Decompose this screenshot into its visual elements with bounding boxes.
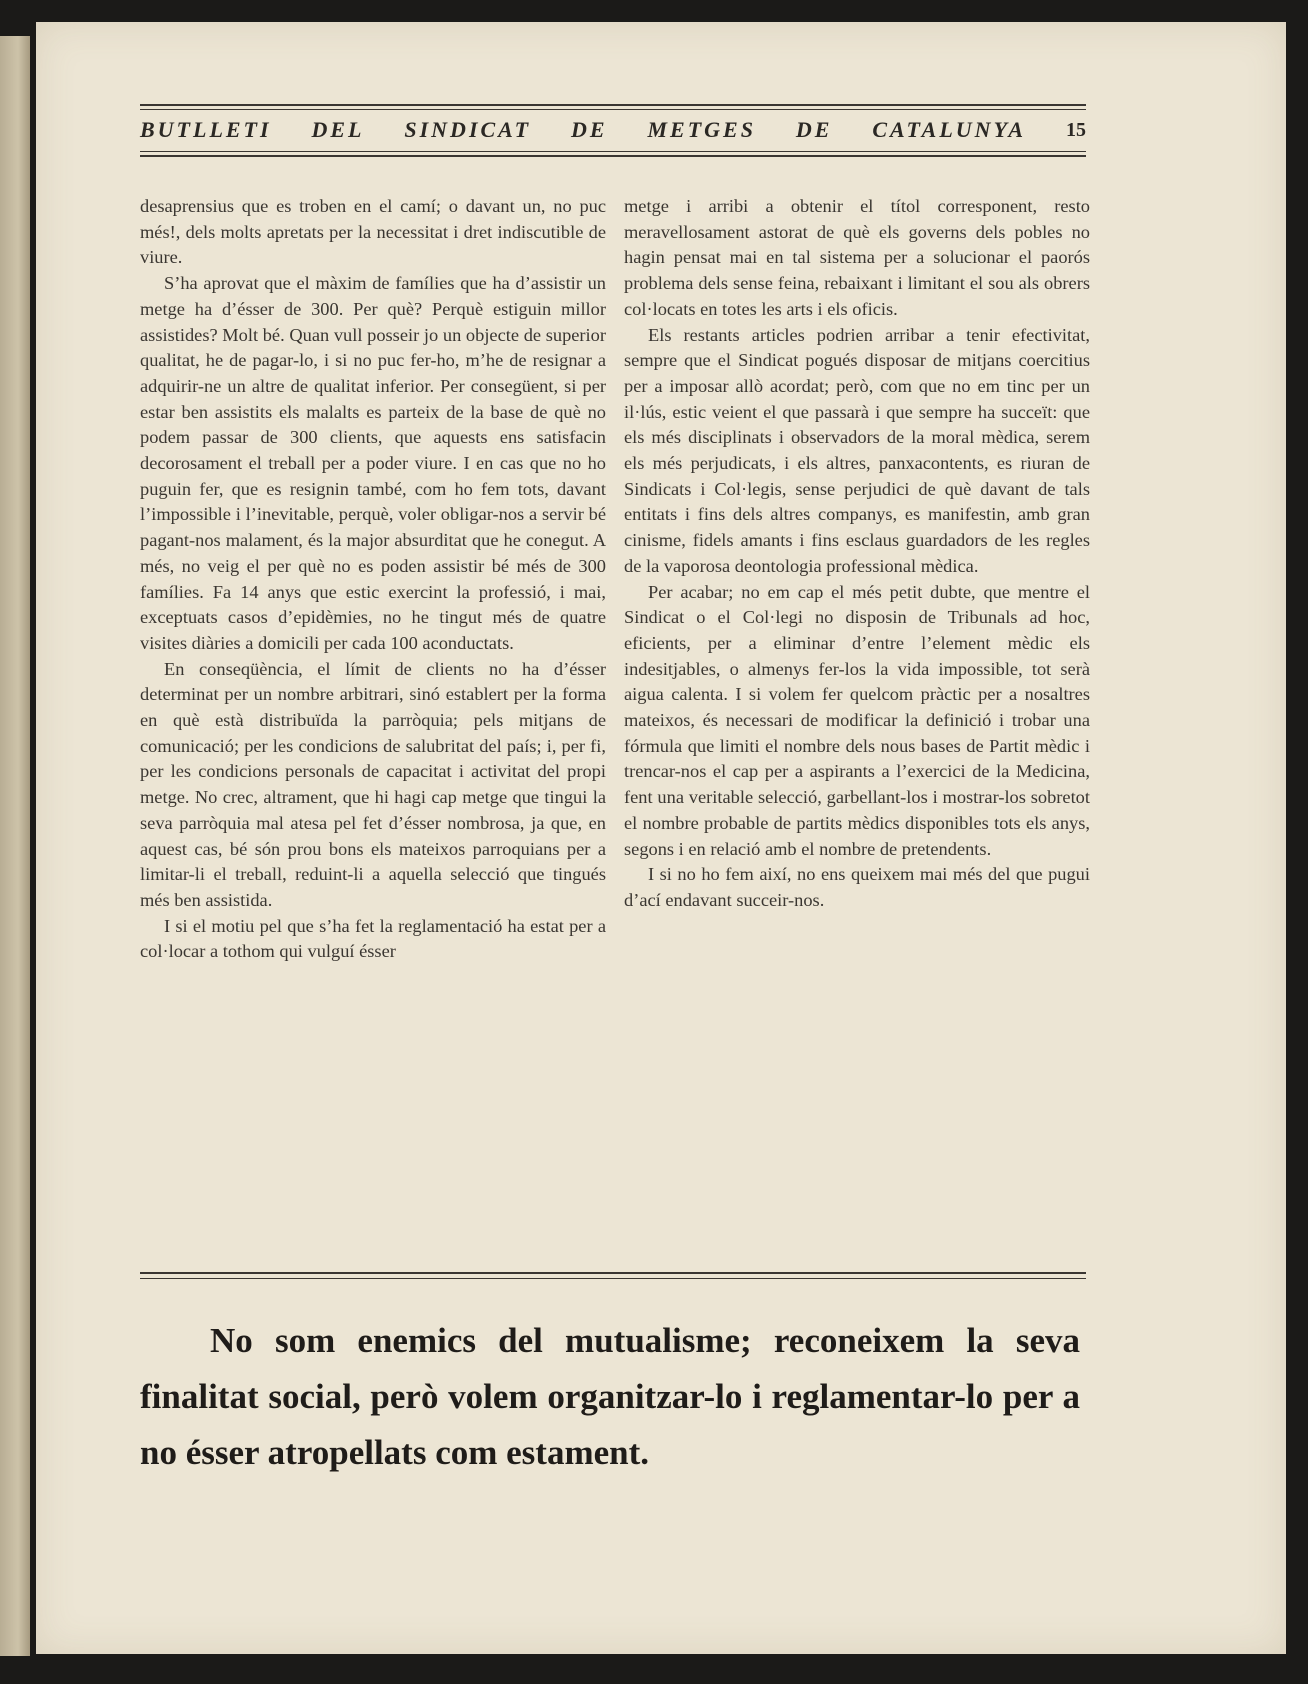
right-text-column xyxy=(624,194,1090,914)
boxed-quote xyxy=(140,1313,1080,1481)
left-text-column xyxy=(140,194,606,965)
paragraph: I si el motiu pel que s’ha fet la reglamentació ha estat per a col·locar a tothom qui vulguí ésser xyxy=(140,915,606,962)
paragraph: S’ha aprovat que el màxim de famílies que ha d’assistir un metge ha d’ésser de 300. Per què? Perquè estiguin millor assistides? Molt bé. Quan vull posseir jo un objecte de superior qualitat, he de pagar-lo, i si no puc fer-ho, m’he de resignar a adquirir-ne un altre de qualitat inferior. Per consegüent, si per estar ben assistits els malalts es parteix de la base de què no podem passar de 300 clients, que aquests ens satisfacin decorosament el treball per a poder viure. I en cas que no ho puguin fer, que es resignin també, com ho fem tots, davant l’impossible i l’inevitable, perquè, voler obligar-nos a servir bé pagant-nos malament, és la major absurditat que he conegut. A més, no veig el per què no es poden assistir bé més de 300 famílies. Fa 14 anys que estic exercint la professió, i mai, exceptuats casos d’epidèmies, no he tingut més de quatre visites diàries a domicili per cada 100 aconductats. xyxy=(140,273,606,653)
quote-separator-rule-1 xyxy=(140,1272,1086,1274)
header-word: DE xyxy=(795,117,833,142)
header-word: DEL xyxy=(311,117,365,142)
paragraph: desaprensius que es troben en el camí; o davant un, no puc més!, dels molts apretats per la necessitat i dret indiscutible de viure. xyxy=(140,196,606,268)
header-word: SINDICAT xyxy=(404,117,532,142)
running-header xyxy=(140,111,1086,149)
left-page-edge xyxy=(0,36,30,1656)
header-bottom-rule-1 xyxy=(140,151,1086,152)
header-top-rule-2 xyxy=(140,109,1086,110)
header-bottom-rule-2 xyxy=(140,155,1086,157)
paragraph: I si no ho fem així, no ens queixem mai més del que pugui d’ací endavant succeir-nos. xyxy=(624,864,1090,910)
page-number: 15 xyxy=(1065,118,1086,141)
header-word: BUTLLETI xyxy=(140,117,272,142)
header-word: DE xyxy=(571,117,608,142)
paragraph: En conseqüència, el límit de clients no ha d’ésser determinat per un nombre arbitrari, sinó establert per la forma en què està distribuïda la parròquia; pels mitjans de comunicació; per les condicions de salubritat del país; i, per fi, per les condicions personals de capacitat i activitat del propi metge. No crec, altrament, que hi hagi cap metge que tingui la seva parròquia mal atesa pel fet d’ésser nombrosa, ja que, en aquest cas, bé són prou bons els mateixos parroquians per a limitar-li el treball, reduint-li a aquella selecció que tingués més ben assistida. xyxy=(140,658,606,910)
quote-text: No som enemics del mutualisme; reconeixem la seva finalitat social, però volem organitzar-lo i reglamentar-lo per a no ésser atropellats com estament. xyxy=(140,1321,1080,1472)
quote-separator-rule-2 xyxy=(140,1278,1086,1279)
paragraph: Els restants articles podrien arribar a tenir efectivitat, sempre que el Sindicat pogués disposar de mitjans coercitius per a imposar allò acordat; però, com que no em tinc per un il·lús, estic veient el que passarà i que sempre ha succeït: que els més disciplinats i observadors de la moral mèdica, serem els més perjudicats, i els altres, panxacontents, es riuran de Sindicats i Col·legis, sense perjudici de què davant de tals entitats i fins dels altres companys, es manifestin, amb gran cinisme, fidels amants i fins esclaus guardadors de les regles de la vaporosa deontologia professional mèdica. xyxy=(624,324,1090,576)
header-word: CATALUNYA xyxy=(872,117,1027,142)
header-top-rule-1 xyxy=(140,104,1086,106)
paragraph: Per acabar; no em cap el més petit dubte, que mentre el Sindicat o el Col·legi no disposin de Tribunals ad hoc, eficients, per a eliminar d’entre l’element mèdic els indesitjables, o almenys fer-los la vida impossible, tot serà aigua calenta. I si volem fer quelcom pràctic per a nosaltres mateixos, és necessari de modificar la definició i trobar una fórmula que limiti el nombre dels nous bases de Partit mèdic i trencar-nos el cap per a aspirants a l’exercici de la Medicina, fent una veritable selecció, garbellant-los i mostrar-los sobretot el nombre probable de partits mèdics disponibles tots els anys, segons i en relació amb el nombre de pretendents. xyxy=(624,581,1090,859)
paragraph: metge i arribi a obtenir el títol corresponent, resto meravellosament astorat de què els governs dels pobles no hagin pensat mai en tal sistema per a solucionar el paorós problema dels sense feina, rebaixant i limitant el sou als obrers col·locats en totes les arts i els oficis. xyxy=(624,196,1090,319)
header-word: METGES xyxy=(647,117,756,142)
